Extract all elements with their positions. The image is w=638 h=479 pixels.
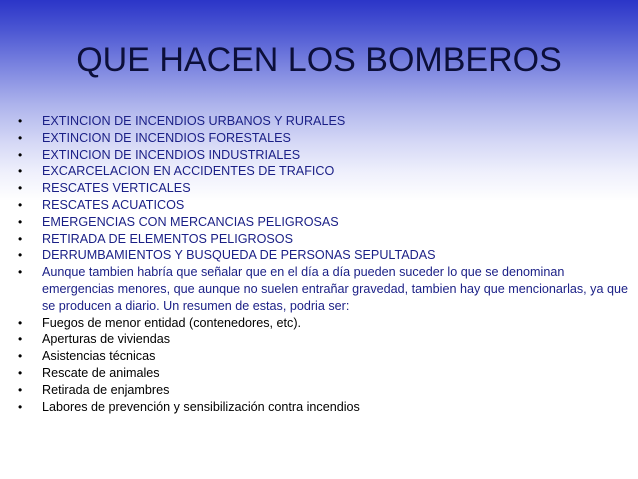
bullet-item	[16, 147, 628, 164]
bullet-item	[16, 163, 628, 180]
bullet-icon: •	[18, 365, 23, 380]
bullet-text: RETIRADA DE ELEMENTOS PELIGROSOS	[42, 231, 294, 246]
bullet-text: Rescate de animales	[42, 365, 160, 380]
bullet-item	[16, 214, 628, 231]
bullet-icon: •	[18, 265, 23, 280]
bullet-list	[16, 113, 628, 415]
bullet-icon: •	[18, 147, 23, 162]
bullet-icon: •	[18, 231, 23, 246]
bullet-icon: •	[18, 214, 23, 229]
bullet-item	[16, 315, 628, 332]
bullet-text: EXTINCION DE INCENDIOS URBANOS Y RURALES	[42, 114, 346, 128]
bullet-icon: •	[18, 315, 23, 330]
bullet-text: EXTINCION DE INCENDIOS INDUSTRIALES	[42, 147, 301, 162]
bullet-item	[16, 197, 628, 214]
bullet-text: Aunque tambien habría que señalar que en el día a día pueden suceder lo que se denominan emergencias menores, que aunque no suelen entrañar gravedad, tambien hay que mencionarlas, ya que se producen a diario. Un resumen de estas, podria ser:	[42, 265, 628, 313]
bullet-icon: •	[18, 181, 23, 196]
bullet-text: Asistencias técnicas	[42, 349, 156, 364]
slide-title: QUE HACEN LOS BOMBEROS	[76, 41, 562, 79]
bullet-icon: •	[18, 197, 23, 212]
bullet-text: EMERGENCIAS CON MERCANCIAS PELIGROSAS	[42, 214, 339, 229]
bullet-item	[16, 264, 628, 314]
bullet-icon: •	[18, 382, 23, 397]
bullet-icon: •	[18, 349, 23, 364]
bullet-text: EXTINCION DE INCENDIOS FORESTALES	[42, 130, 291, 145]
bullet-item	[16, 247, 628, 264]
bullet-item	[16, 399, 628, 416]
bullet-text: RESCATES ACUATICOS	[42, 197, 185, 212]
bullet-icon: •	[18, 130, 23, 145]
bullet-text: Retirada de enjambres	[42, 382, 170, 397]
bullet-icon: •	[18, 248, 23, 263]
bullet-text: DERRUMBAMIENTOS Y BUSQUEDA DE PERSONAS SEPULTADAS	[42, 248, 436, 263]
bullet-text: Labores de prevención y sensibilización contra incendios	[42, 399, 360, 414]
bullet-item	[16, 113, 628, 130]
bullet-item	[16, 348, 628, 365]
bullet-item	[16, 331, 628, 348]
bullet-item	[16, 231, 628, 248]
bullet-item	[16, 365, 628, 382]
bullet-icon: •	[18, 399, 23, 414]
bullet-icon: •	[18, 332, 23, 347]
bullet-text: EXCARCELACION EN ACCIDENTES DE TRAFICO	[42, 164, 335, 179]
bullet-item	[16, 180, 628, 197]
bullet-text: Aperturas de viviendas	[42, 332, 171, 347]
bullet-icon: •	[18, 164, 23, 179]
bullet-icon: •	[18, 114, 23, 128]
bullet-item	[16, 130, 628, 147]
bullet-item	[16, 382, 628, 399]
bullet-text: RESCATES VERTICALES	[42, 181, 191, 196]
bullet-text: Fuegos de menor entidad (contenedores, etc).	[42, 315, 302, 330]
